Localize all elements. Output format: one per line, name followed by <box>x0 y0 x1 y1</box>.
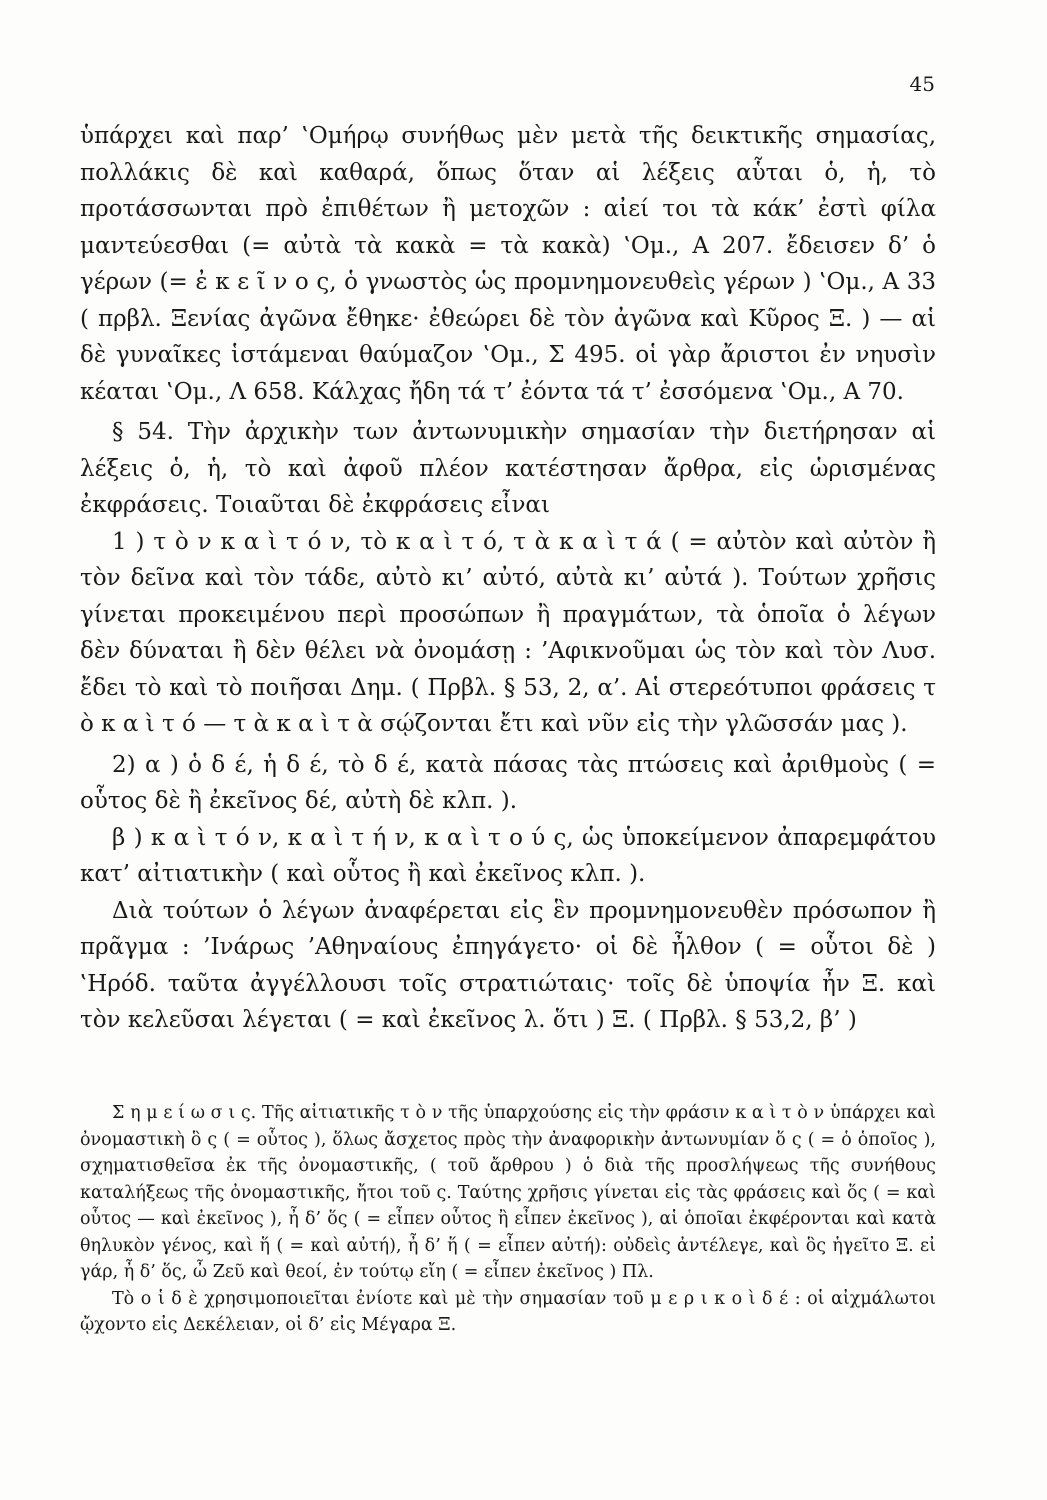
paragraph-item-2a: 2) α ) ὁ δ έ, ἡ δ έ, τὸ δ έ, κατὰ πάσας τὰς πτώσεις καὶ ἀριθμοὺς ( = οὗτος δὲ ἢ ἐκεῖνος δέ, αὐτὴ δὲ κλπ. ). <box>80 751 936 814</box>
paragraph-item-1: 1 ) τ ὸ ν κ α ὶ τ ό ν, τὸ κ α ὶ τ ό, τ ὰ κ α ὶ τ ά ( = αὐτὸν καὶ αὐτὸν ἢ τὸν δεῖνα καὶ τὸν τάδε, αὐτὸ κι’ αὐτό, αὐτὰ κι’ αὐτά ). Τούτων χρῆσις γίνεται προκειμένου περὶ προσώπων ἢ πραγμάτων, τὰ ὁποῖα ὁ λέγων δὲν δύναται ἢ δὲν θέλει νὰ ὀνομάσῃ : ’Αφικνοῦμαι ὡς τὸν καὶ τὸν Λυσ. ἔδει τὸ καὶ τὸ ποιῆσαι Δημ. ( Πρβλ. § 53, 2, α’. Αἱ στερεότυποι φράσεις τ ὸ κ α ὶ τ ό — τ ὰ κ α ὶ τ ὰ σῴζονται ἔτι καὶ νῦν εἰς τὴν γλῶσσάν μας ). <box>80 528 936 737</box>
paragraph-section-54: § 54. Τὴν ἀρχικὴν των ἀντωνυμικὴν σημασίαν τὴν διετήρησαν αἱ λέξεις ὁ, ἡ, τὸ καὶ ἀφοῦ πλέον κατέστησαν ἄρθρα, εἰς ὡρισμένας ἐκφράσεις. Τοιαῦται δὲ ἐκφράσεις εἶναι <box>80 419 936 518</box>
note-paragraph: Σ η μ ε ί ω σ ι ς. Τῆς αἰτιατικῆς τ ὸ ν τῆς ὑπαρχούσης εἰς τὴν φράσιν κ α ὶ τ ὸ ν ὑπάρχει καὶ ὀνομαστικὴ ὃ ς ( = οὗτος ), ὅλως ἄσχετος πρὸς τὴν ἀναφορικὴν ἀντωνυμίαν ὅ ς ( = ὁ ὁποῖος ), σχηματισθεῖσα ἐκ τῆς ὀνομαστικῆς, ( τοῦ ἄρθρου ) ὁ διὰ τῆς προσλήψεως τῆς συνήθους καταλήξεως τῆς ὀνομαστικῆς, ἤτοι τοῦ ς. Ταύτης χρῆσις γίνεται εἰς τὰς φράσεις καὶ ὅς ( = καὶ οὗτος — καὶ ἐκεῖνος ), ἦ δ’ ὅς ( = εἶπεν οὗτος ἢ εἶπεν ἐκεῖνος ), αἱ ὁποῖαι ἐκφέρονται καὶ κατὰ θηλυκὸν γένος, καὶ ἥ ( = καὶ αὐτή), ἦ δ’ ἥ ( = εἶπεν αὐτή): οὐδεὶς ἀντέλεγε, καὶ ὃς ἡγεῖτο Ξ. εἰ γάρ, ἦ δ’ ὅς, ὦ Ζεῦ καὶ θεοί, ἐν τούτῳ εἴη ( = εἶπεν ἐκεῖνος ) Πλ. <box>80 1103 936 1282</box>
paragraph-item-2b: β ) κ α ὶ τ ό ν, κ α ὶ τ ή ν, κ α ὶ τ ο ύ ς, ὡς ὑποκείμενον ἀπαρεμφάτου κατ’ αἰτιατικὴν ( καὶ οὗτος ἢ καὶ ἐκεῖνος κλπ. ). <box>80 824 936 887</box>
page-number: 45 <box>909 72 935 96</box>
note-paragraph-final: Τὸ ο ἱ δ ὲ χρησιμοποιεῖται ἐνίοτε καὶ μὲ τὴν σημασίαν τοῦ μ ε ρ ι κ ο ὶ δ έ : οἱ αἰχμάλωτοι ᾤχοντο εἰς Δεκέλειαν, οἱ δ’ εἰς Μέγαρα Ξ. <box>80 1288 936 1335</box>
paragraph-homeric-usage: ὑπάρχει καὶ παρ’ ‛Ομήρῳ συνήθως μὲν μετὰ τῆς δεικτικῆς σημασίας, πολλάκις δὲ καὶ καθαρά, ὅπως ὅταν αἱ λέξεις αὗται ὁ, ἡ, τὸ προτάσσωνται πρὸ ἐπιθέτων ἢ μετοχῶν : αἰεί τοι τὰ κάκ’ ἐστὶ φίλα μαντεύεσθαι (= αὐτὰ τὰ κακὰ = τὰ κακὰ) ‛Ομ., Α 207. ἔδεισεν δ’ ὁ γέρων (= ἐ κ ε ῖ ν ο ς, ὁ γνωστὸς ὡς προμνημονευθεὶς γέρων ) ‛Ομ., Α 33 ( πρβλ. Ξενίας ἀγῶνα ἔθηκε· ἐθεώρει δὲ τὸν ἀγῶνα καὶ Κῦρος Ξ. ) — αἱ δὲ γυναῖκες ἱστάμεναι θαύμαζον ‛Ομ., Σ 495. οἱ γὰρ ἄριστοι ἐν νηυσὶν κέαται ‛Ομ., Λ 658. Κάλχας ἤδη τά τ’ ἐόντα τά τ’ ἐσσόμενα ‛Ομ., Α 70. <box>80 123 936 405</box>
paragraph-reference-usage: Διὰ τούτων ὁ λέγων ἀναφέρεται εἰς ἓν προμνημονευθὲν πρόσωπον ἢ πρᾶγμα : ’Ινάρως ’Αθηναίους ἐπηγάγετο· οἱ δὲ ἦλθον ( = οὗτοι δὲ ) ‛Ηρόδ. ταῦτα ἀγγέλλουσι τοῖς στρατιώταις· τοῖς δὲ ὑποψία ἦν Ξ. καὶ τὸν κελεῦσαι λέγεται ( = καὶ ἐκεῖνος λ. ὅτι ) Ξ. ( Πρβλ. § 53,2, β’ ) <box>80 897 936 1033</box>
main-text <box>80 118 936 1039</box>
note-block <box>80 1100 936 1339</box>
